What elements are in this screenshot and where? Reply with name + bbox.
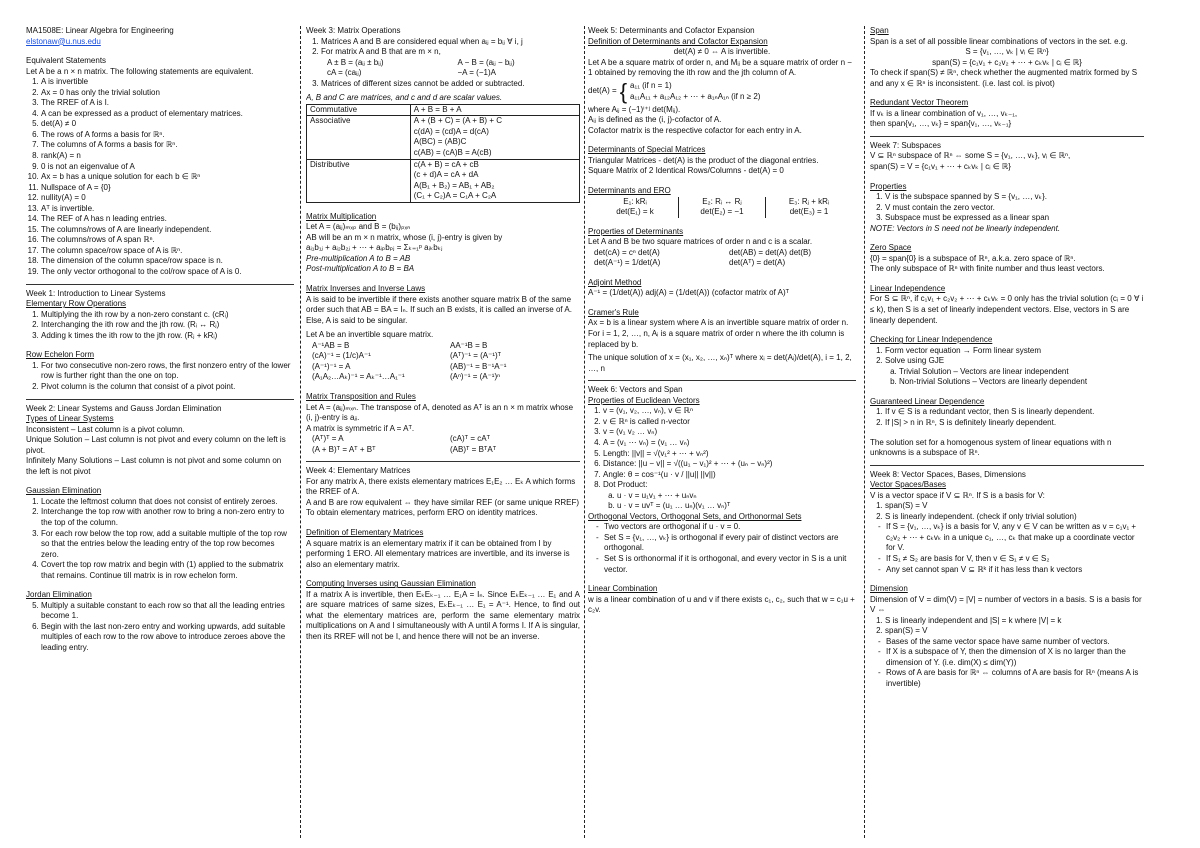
ev-title: Properties of Euclidean Vectors (588, 395, 700, 405)
week4-heading: Week 4: Elementary Matrices (306, 466, 411, 476)
em-def-title: Definition of Elementary Matrices (306, 527, 424, 537)
ero-val: det(E₃) = 1 (789, 207, 829, 217)
list-item: a. Trivial Solution – Vectors are linear independent (899, 367, 1144, 378)
homog-text: The solution set for a homogenous system of linear equations with n unknowns is a subspace of ℝⁿ. (870, 437, 1112, 458)
list-item: 3. Subspace must be expressed as a linear span (885, 213, 1144, 224)
list-item: 2. Pivot column is the column that consist of a pivot point. (41, 382, 294, 393)
list-item: 4. A can be expressed as a product of elementary matrices. (41, 109, 294, 120)
list-item: 2. V must contain the zero vector. (885, 203, 1144, 214)
week6-heading: Week 6: Vectors and Span (588, 385, 683, 395)
inv-law: (A₁A₂…Aₖ)⁻¹ = Aₖ⁻¹…A₁⁻¹ (312, 372, 405, 382)
dim-text: Dimension of V = dim(V) = |V| = number of vectors in a basis. S is a basis for V ⇔ (870, 594, 1142, 615)
matrix-laws-table (306, 104, 580, 203)
w7-line: V ⊆ ℝⁿ subspace of ℝⁿ ⇔ some S = {v₁, …, vₖ}, vᵢ ∈ ℝⁿ, (870, 151, 1071, 161)
w7-note: NOTE: Vectors in S need not be linearly independent. (870, 223, 1061, 233)
law-values (410, 116, 579, 159)
det-aij: Aᵢⱼ is defined as the (i, j)-cofactor of A. (588, 115, 722, 125)
vs-intro: V is a vector space if V ⊆ ℝⁿ. If S is a basis for V: (870, 490, 1045, 500)
det-case: a₁₁A₁₁ + a₁₂A₁₂ + ⋯ + a₁ₙA₁ₙ (if n ≥ 2) (630, 91, 761, 101)
inv-law: A⁻¹AB = B (312, 340, 350, 350)
list-item: - Set S is orthonormal if it is orthogonal, and every vector in S is a unit vector. (598, 554, 856, 575)
ero-op: E₁: kRᵢ (623, 196, 647, 206)
ero-val: det(E₁) = k (616, 207, 654, 217)
list-item: 6. The rows of A forms a basis for ℝⁿ. (41, 130, 294, 141)
det-def-text: Let A be a square matrix of order n, and Mᵢⱼ be a square matrix of order n − 1 obtained by removing the ith row and the jth column of A. (588, 57, 852, 78)
list-item: 2. Interchange the top row with another row to bring a non-zero entry to the top of the column. (41, 507, 294, 528)
law-item: (C₁ + C₂)A = C₁A + C₂A (413, 191, 497, 201)
matrix-ops-list (306, 37, 580, 90)
w7-prop-list (870, 192, 1144, 224)
list-item: 19. The only vector orthogonal to the col/row space of A is 0. (41, 267, 294, 278)
brace-icon: { (619, 78, 628, 104)
det-cof: Cofactor matrix is the respective cofactor for each entry in A. (588, 125, 802, 135)
law-item: c(dA) = (cd)A = d(cA) (413, 126, 489, 136)
law-name: Associative (307, 116, 411, 159)
span-check: To check if span(S) ≠ ℝⁿ, check whether the augmented matrix formed by S and any x ∈ ℝⁿ is inconsistent. (i.e. last col. is pivot) (870, 68, 1138, 88)
list-item: 2. v ∈ ℝⁿ is called n-vector (603, 417, 856, 428)
list-item: 18. The dimension of the column space/row space is n. (41, 256, 294, 267)
section-divider (26, 284, 294, 285)
list-item: - If X is a subspace of Y, then the dimension of X is no larger than the dimension of Y. (i.e. dim(X) ≤ dim(Y)) (880, 647, 1144, 668)
ref-list (26, 361, 294, 393)
list-item: a. u · v = u₁v₁ + ⋯ + uₙvₙ (617, 491, 856, 502)
cig-title: Computing Inverses using Gaussian Elimination (306, 579, 476, 589)
law-item: A(B₁ + B₂) = AB₁ + AB₂ (413, 180, 495, 190)
list-item: 1. Matrices A and B are considered equal when aᵢⱼ = bᵢⱼ ∀ i, j (321, 37, 580, 48)
list-item: - Set S = {v₁, …, vₖ} is orthogonal if every pair of distinct vectors are orthogonal. (598, 533, 856, 554)
list-item: - Any set cannot span V ⊆ ℝᵏ if it has less than k vectors (880, 565, 1144, 576)
prop-title: Properties of Determinants (588, 226, 684, 236)
inv-text: A is said to be invertible if there exists another square matrix B of the same order such that AB = BA = Iₙ. If such an B exists, it is called an inverse of A. Else, A is said to be singular. (306, 294, 572, 325)
ero-val: det(E₂) = −1 (700, 207, 744, 217)
det-where: where Aᵢⱼ = (−1)ⁱ⁺ʲ det(Mᵢⱼ). (588, 104, 681, 114)
mm-title: Matrix Multiplication (306, 211, 377, 221)
dim-title: Dimension (870, 584, 908, 594)
list-item: 5. Length: ||v|| = √(v₁² + ⋯ + vₙ²) (603, 449, 856, 460)
type-line: Inconsistent – Last column is a pivot column. (26, 424, 185, 434)
list-item: 8. rank(A) = n (41, 151, 294, 162)
law-name: Commutative (307, 104, 411, 116)
prop-intro: Let A and B be two square matrices of order n and c is a scalar. (588, 237, 813, 247)
list-item (885, 356, 1144, 388)
w7-line: span(S) = V = {c₁v₁ + ⋯ + cₖvₖ | cᵢ ∈ ℝ} (870, 162, 1011, 172)
adj-text: A⁻¹ = (1/det(A)) adj(A) = (1/det(A)) (cofactor matrix of A)ᵀ (588, 288, 790, 298)
list-item: 12. nullity(A) = 0 (41, 193, 294, 204)
li-text: For S ⊆ ℝⁿ, if c₁v₁ + c₂v₂ + ⋯ + cₖvₖ = 0 only has the trivial solution (cᵢ = 0 ∀ i ≤ k), then S is a set of linearly independent vectors. Else, vectors in S are linearly dependent. (870, 294, 1144, 325)
chk-list (870, 346, 1144, 388)
mm-line: Pre-multiplication A to B = AB (306, 253, 411, 263)
list-item-text: Dot Product: (603, 480, 648, 490)
list-item: 2. S is linearly independent. (check if only trivial solution) (885, 512, 1144, 523)
list-item: 2. Interchanging the ith row and the jth row. (Rᵢ ↔ Rⱼ) (41, 320, 294, 331)
list-item: 7. Angle: θ = cos⁻¹(u · v / ||u|| ||v||) (603, 470, 856, 481)
det-formula (588, 78, 856, 104)
cig-text: If a matrix A is invertible, then EₖEₖ₋₁ … E₁A = Iₙ. Since EₖEₖ₋₁ … E₁ and A are square matrices of same sizes, EₖEₖ₋₁ … E₁ = A⁻¹. Hence, to find out what the elementary matrices are, perform the same elementary matrix multiplications on A and I simultaneously with A until A forms I. If A is singular, then its RREF will not be I, and hence there will not be an inverse. (306, 589, 580, 641)
list-item: 5. Multiply a suitable constant to each row so that all the leading entries become 1. (41, 601, 294, 622)
scalar-note: A, B and C are matrices, and c and d are scalar values. (306, 93, 503, 103)
vs-list (870, 501, 1144, 522)
ops-grid (321, 58, 580, 79)
dot-list (603, 491, 856, 512)
column-1 (26, 26, 294, 838)
lc-title: Linear Combination (588, 584, 658, 594)
week2-heading: Week 2: Linear Systems and Gauss Jordan Elimination (26, 403, 222, 413)
adj-title: Adjoint Method (588, 277, 642, 287)
list-item: 3. v = (v₁ v₂ … vₙ) (603, 427, 856, 438)
det-label: det(A) = (588, 86, 617, 96)
tr-text: Let A = (aᵢⱼ)ₘₓₙ. The transpose of A, denoted as Aᵀ is an n × m matrix whose (i, j)-entry is aⱼᵢ. (306, 402, 574, 423)
ero-cell (592, 197, 678, 218)
list-item: 2. span(S) = V (885, 626, 1144, 637)
column-divider (300, 26, 301, 838)
zs-line: The only subspace of ℝⁿ with finite number and thus least vectors. (870, 264, 1105, 274)
inv-law: (A⁻¹)⁻¹ = A (312, 361, 351, 371)
week5-heading: Week 5: Determinants and Cofactor Expansion (588, 26, 755, 35)
list-item: 2. If |S| > n in ℝⁿ, S is definitely linearly dependent. (885, 418, 1144, 429)
inv-law: AA⁻¹B = B (450, 340, 488, 350)
law-values (410, 159, 579, 202)
je-title: Jordan Elimination (26, 590, 92, 600)
dim-dash-list (870, 637, 1144, 690)
op-item: A − B = (aᵢⱼ − bᵢⱼ) (457, 57, 515, 67)
list-item: 11. Nullspace of A = {0} (41, 183, 294, 194)
w4-line: For any matrix A, there exists elementary matrices E₁E₂ … Eₖ A which forms the RREF of A. (306, 476, 576, 497)
list-item (603, 480, 856, 512)
list-item: 1. Multiplying the ith row by a non-zero constant c. (cRᵢ) (41, 310, 294, 321)
tr-title: Matrix Transposition and Rules (306, 391, 416, 401)
orth-title: Orthogonal Vectors, Orthogonal Sets, and Orthonormal Sets (588, 511, 802, 521)
orth-list (588, 522, 856, 575)
op-item: −A = (−1)A (457, 68, 496, 78)
law-item: A + (B + C) = (A + B) + C (413, 116, 502, 126)
law-item: A(BC) = (AB)C (413, 137, 467, 147)
list-item: 1. span(S) = V (885, 501, 1144, 512)
column-4 (870, 26, 1144, 838)
op-item: A ± B = (aᵢⱼ ± bᵢⱼ) (327, 57, 384, 67)
list-item: 1. For two consecutive non-zero rows, the first nonzero entry of the lower row is further right than the one on top. (41, 361, 294, 382)
det-def-title: Definition of Determinants and Cofactor Expansion (588, 36, 768, 46)
list-item: 1. v = (v₁, v₂, …, vₙ), v ∈ ℝⁿ (603, 406, 856, 417)
type-line: Unique Solution – Last column is not pivot and every column on the left is pivot. (26, 435, 286, 455)
column-3 (588, 26, 856, 838)
list-item: 1. Locate the leftmost column that does not consist of entirely zeroes. (41, 497, 294, 508)
list-item: 3. Adding k times the ith row to the jth row. (Rⱼ + kRᵢ) (41, 331, 294, 342)
ero-title: Elementary Row Operations (26, 299, 127, 309)
prop-item: det(A⁻¹) = 1/det(A) (594, 258, 661, 268)
section-divider (306, 461, 580, 462)
list-item: 16. The columns/rows of A span ℝⁿ. (41, 235, 294, 246)
law-item: c(AB) = (cA)B = A(cB) (413, 148, 492, 158)
chk-sub-list (885, 367, 1144, 388)
list-item: - Two vectors are orthogonal if u · v = 0. (598, 522, 856, 533)
list-item: 14. The REF of A has n leading entries. (41, 214, 294, 225)
list-item: 1. S is linearly independent and |S| = k where |V| = k (885, 616, 1144, 627)
prop-item: det(cA) = cⁿ det(A) (594, 247, 660, 257)
det-ero-title: Determinants and ERO (588, 186, 671, 196)
ero-op: E₃: Rⱼ + kRᵢ (788, 196, 830, 206)
ref-title: Row Echelon Form (26, 350, 95, 360)
inv-let: Let A be an invertible square matrix. (306, 330, 434, 340)
list-item: 3. Matrices of different sizes cannot be added or subtracted. (321, 79, 580, 90)
table-row (307, 159, 580, 202)
dim-list (870, 616, 1144, 637)
list-item: b. Non-trivial Solutions – Vectors are linearly dependent (899, 377, 1144, 388)
ero-op: E₂: Rᵢ ↔ Rⱼ (702, 196, 742, 206)
list-item: 6. Begin with the last non-zero entry and working upwards, add suitable multiples of each row to the row above to introduce zeroes above the leading entry. (41, 622, 294, 654)
inv-law: (cA)⁻¹ = (1/c)A⁻¹ (312, 351, 371, 361)
op-item: cA = (caᵢⱼ) (327, 68, 362, 78)
law-item: A + B = B + A (413, 104, 462, 114)
chk-title: Checking for Linear Independence (870, 335, 993, 345)
list-item: 3. The RREF of A is I. (41, 98, 294, 109)
sm-title: Determinants of Special Matrices (588, 145, 706, 155)
inv-laws-grid (306, 341, 580, 383)
prop-item: det(AB) = det(A) det(B) (729, 247, 812, 257)
sm-line: Triangular Matrices - det(A) is the product of the diagonal entries. (588, 155, 819, 165)
law-item: c(A + B) = cA + cB (413, 159, 479, 169)
gld-title: Guaranteed Linear Dependence (870, 396, 985, 406)
tr-law: (AB)ᵀ = BᵀAᵀ (450, 444, 497, 454)
equiv-intro: Let A be a n × n matrix. The following statements are equivalent. (26, 66, 254, 76)
cramer-text: Ax = b is a linear system where A is an invertible square matrix of order n. For i = 1, 2, …, n, Aᵢ is a square matrix of order n where the ith column is replaced by b. (588, 318, 849, 349)
list-item: 4. A = (v₁ ⋯ vₙ) = (v₁ … vₙ) (603, 438, 856, 449)
cramer-solution: The unique solution of x = (x₁, x₂, …, xₙ)ᵀ where xᵢ = det(Aᵢ)/det(A), i = 1, 2, …, n (588, 353, 852, 373)
vs-dash-list (870, 522, 1144, 575)
list-item: 7. The columns of A forms a basis for ℝⁿ. (41, 140, 294, 151)
props-grid (588, 248, 856, 269)
span-eq: S = {v₁, …, vₖ | vᵢ ∈ ℝⁿ} (965, 47, 1049, 57)
mm-line: aᵢ₁b₁ⱼ + aᵢ₂b₂ⱼ + ⋯ + aᵢₚbₚⱼ = Σₖ₌₁ᵖ aᵢₖbₖⱼ (306, 243, 443, 253)
gld-list (870, 407, 1144, 428)
table-row (307, 104, 580, 116)
ge-list (26, 497, 294, 581)
det-def-center: det(A) ≠ 0 ⇔ A is invertible. (673, 47, 771, 57)
vs-title: Vector Spaces/Bases (870, 480, 947, 490)
list-item: 1. A is invertible (41, 77, 294, 88)
ero-list (26, 310, 294, 342)
ero-cell (765, 197, 852, 218)
tr-laws-grid (306, 434, 580, 455)
sm-line: Square Matrix of 2 Identical Rows/Columns - det(A) = 0 (588, 166, 784, 176)
section-divider (588, 380, 856, 381)
mm-line: Let A = (aᵢⱼ)ₘₓₚ and B = (bᵢⱼ)ₚₓₙ (306, 222, 411, 232)
mm-line: Post-multiplication A to B = BA (306, 264, 415, 274)
je-list (26, 601, 294, 654)
ge-title: Gaussian Elimination (26, 486, 102, 496)
rvt-line: If vₖ is a linear combination of v₁, …, vₖ₋₁, (870, 108, 1018, 118)
list-item: 1. Form vector equation → Form linear system (885, 346, 1144, 357)
list-item (321, 47, 580, 79)
list-item: - If S = {v₁, …, vₖ} is a basis for V, any v ∈ V can be written as v = c₁v₁ + c₂v₂ + ⋯ + cₖvₖ in a unique c₁, …, cₖ that make up a coordinate vector for V. (880, 522, 1144, 554)
column-divider (864, 26, 865, 838)
tr-law: (Aᵀ)ᵀ = A (312, 434, 344, 444)
list-item: 9. 0 is not an eigenvalue of A (41, 162, 294, 173)
list-item: - If S₁ ≠ S₂ are basis for V, then v ∈ S₁ ≠ v ∈ S₂ (880, 554, 1144, 565)
section-divider (870, 465, 1144, 466)
tr-law: (A + B)ᵀ = Aᵀ + Bᵀ (312, 444, 376, 454)
inv-law: (Aᵀ)⁻¹ = (A⁻¹)ᵀ (450, 351, 502, 361)
types-title: Types of Linear Systems (26, 414, 114, 424)
column-2 (306, 26, 580, 838)
w4-line: A and B are row equivalent ⇔ they have similar REF (or same unique RREF) (306, 497, 580, 507)
inv-title: Matrix Inverses and Inverse Laws (306, 284, 426, 294)
li-title: Linear Independence (870, 283, 946, 293)
list-item: 15. The columns/rows of A are linearly independent. (41, 225, 294, 236)
list-item: 6. Distance: ||u − v|| = √((u₁ − v₁)² + ⋯ + (uₙ − vₙ)²) (603, 459, 856, 470)
list-item: 1. V is the subspace spanned by S = {v₁, …, vₖ}. (885, 192, 1144, 203)
det-cases (630, 81, 760, 102)
det-case: a₁₁ (if n = 1) (630, 81, 672, 91)
prop-item: det(Aᵀ) = det(A) (729, 258, 786, 268)
list-item-text: For matrix A and B that are m × n, (321, 47, 441, 57)
zs-line: {0} = span{0} is a subspace of ℝⁿ, a.k.a. zero space of ℝⁿ. (870, 253, 1076, 263)
table-row (307, 116, 580, 159)
rvt-line: then span{v₁, …, vₖ} = span{v₁, …, vₖ₋₁} (870, 119, 1012, 129)
zs-title: Zero Space (870, 243, 912, 253)
list-item: - Rows of A are basis for ℝⁿ ⇔ columns of A are basis for ℝⁿ (means A is invertible) (880, 668, 1144, 689)
section-divider (870, 136, 1144, 137)
em-def-text: A square matrix is an elementary matrix if it can be obtained from I by performing 1 ERO. All elementary matrices are invertible, and its inverse is also an elementary matrix. (306, 538, 570, 569)
law-name: Distributive (307, 159, 411, 202)
rvt-title: Redundant Vector Theorem (870, 98, 969, 108)
det-ero-table (588, 197, 856, 218)
w7-prop-title: Properties (870, 181, 907, 191)
column-divider (584, 26, 585, 838)
list-item: 5. det(A) ≠ 0 (41, 119, 294, 130)
law-values (410, 104, 579, 116)
law-item: (c + d)A = cA + dA (413, 170, 479, 180)
span-text: Span is a set of all possible linear combinations of vectors in the set. e.g. (870, 36, 1128, 46)
span-title: Span (870, 26, 889, 35)
lc-text: w is a linear combination of u and v if there exists c₁, c₂, such that w = c₁u + c₂v. (588, 594, 855, 615)
list-item: b. u · v = uvᵀ = (u₁ … uₙ)(v₁ … vₙ)ᵀ (617, 501, 856, 512)
list-item: 3. For each row below the top row, add a suitable multiple of the top row so that the entries below the leading entry of the top row becomes zero. (41, 529, 294, 561)
list-item: 4. Covert the top row matrix and begin with (1) applied to the submatrix that remains. Continue till matrix is in row echelon form. (41, 560, 294, 581)
author-email-link[interactable]: elstonaw@u.nus.edu (26, 36, 101, 46)
inv-law: (AB)⁻¹ = B⁻¹A⁻¹ (450, 361, 507, 371)
list-item-text: Solve using GJE (885, 356, 945, 366)
list-item: 17. The column space/row space of A is ℝⁿ. (41, 246, 294, 257)
equiv-heading: Equivalent Statements (26, 56, 107, 66)
span-eq: span(S) = {c₁v₁ + c₂v₂ + ⋯ + cₖvₖ | cᵢ ∈ ℝ} (932, 57, 1082, 67)
equiv-list (26, 77, 294, 277)
ero-cell (678, 197, 765, 218)
document-title: MA1508E: Linear Algebra for Engineering (26, 26, 174, 35)
mm-line: AB will be an m × n matrix, whose (i, j)-entry is given by (306, 232, 503, 242)
week3-heading: Week 3: Matrix Operations (306, 26, 401, 35)
cramer-title: Cramer's Rule (588, 307, 639, 317)
section-divider (26, 399, 294, 400)
w4-line: To obtain elementary matrices, perform ERO on identity matrices. (306, 508, 538, 518)
week7-heading: Week 7: Subspaces (870, 140, 942, 150)
type-line: Infinitely Many Solutions – Last column is not pivot and some column on the left is not pivot (26, 456, 282, 476)
ev-list (588, 406, 856, 511)
list-item: 2. Ax = 0 has only the trivial solution (41, 88, 294, 99)
list-item: - Bases of the same vector space have same number of vectors. (880, 637, 1144, 648)
week1-heading: Week 1: Introduction to Linear Systems (26, 288, 166, 298)
tr-law: (cA)ᵀ = cAᵀ (450, 434, 491, 444)
tr-sym: A matrix is symmetric if A = Aᵀ. (306, 423, 415, 433)
list-item: 1. If v ∈ S is a redundant vector, then S is linearly dependent. (885, 407, 1144, 418)
list-item: 13. Aᵀ is invertible. (41, 204, 294, 215)
week8-heading: Week 8: Vector Spaces, Bases, Dimensions (870, 469, 1026, 479)
inv-law: (Aⁿ)⁻¹ = (A⁻¹)ⁿ (450, 372, 501, 382)
list-item: 10. Ax = b has a unique solution for each b ∈ ℝⁿ (41, 172, 294, 183)
